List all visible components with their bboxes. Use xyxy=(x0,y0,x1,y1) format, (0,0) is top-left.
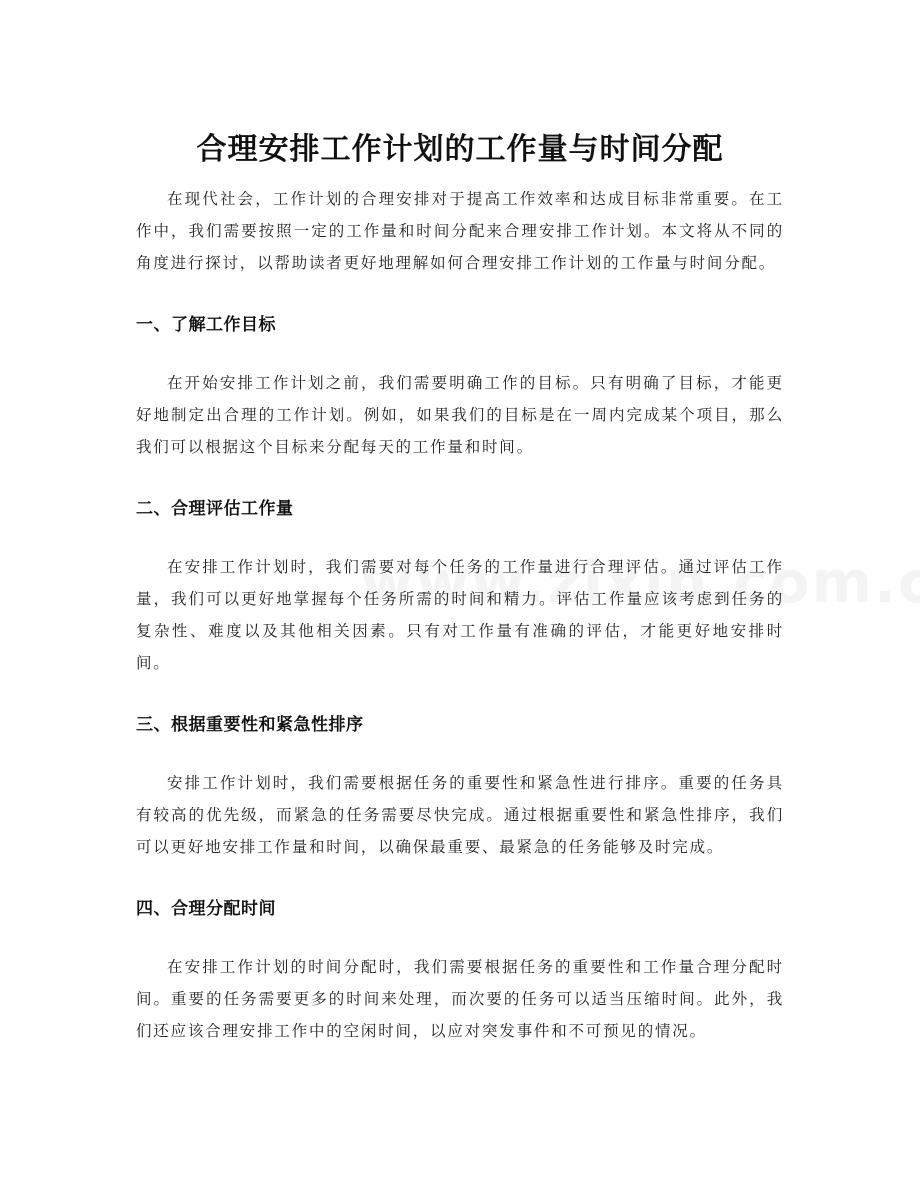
section-paragraph-4: 在安排工作计划的时间分配时，我们需要根据任务的重要性和工作量合理分配时间。重要的任务需要更多的时间来处理，而次要的任务可以适当压缩时间。此外，我们还应该合理安排工作中的空闲时间，以应对突发事件和不可预见的情况。 xyxy=(136,958,784,1040)
document-body xyxy=(136,183,784,1047)
section-paragraph-1: 在开始安排工作计划之前，我们需要明确工作的目标。只有明确了目标，才能更好地制定出合理的工作计划。例如，如果我们的目标是在一周内完成某个项目，那么我们可以根据这个目标来分配每天的工作量和时间。 xyxy=(136,374,784,456)
section-heading-3: 三、根据重要性和紧急性排序 xyxy=(136,715,364,735)
page-title: 合理安排工作计划的工作量与时间分配 xyxy=(196,132,724,168)
section-paragraph-2: 在安排工作计划时，我们需要对每个任务的工作量进行合理评估。通过评估工作量，我们可以更好地掌握每个任务所需的时间和精力。评估工作量应该考虑到任务的复杂性、难度以及其他相关因素。只有对工作量有准确的评估，才能更好地安排时间。 xyxy=(136,558,784,672)
section-heading-4: 四、合理分配时间 xyxy=(136,899,276,919)
intro-paragraph: 在现代社会，工作计划的合理安排对于提高工作效率和达成目标非常重要。在工作中，我们需要按照一定的工作量和时间分配来合理安排工作计划。本文将从不同的角度进行探讨，以帮助读者更好地理解如何合理安排工作计划的工作量与时间分配。 xyxy=(136,190,784,272)
section-paragraph-3: 安排工作计划时，我们需要根据任务的重要性和紧急性进行排序。重要的任务具有较高的优先级，而紧急的任务需要尽快完成。通过根据重要性和紧急性排序，我们可以更好地安排工作量和时间，以确保最重要、最紧急的任务能够及时完成。 xyxy=(136,774,784,856)
section-heading-2: 二、合理评估工作量 xyxy=(136,499,294,519)
section-heading-1: 一、了解工作目标 xyxy=(136,315,276,335)
